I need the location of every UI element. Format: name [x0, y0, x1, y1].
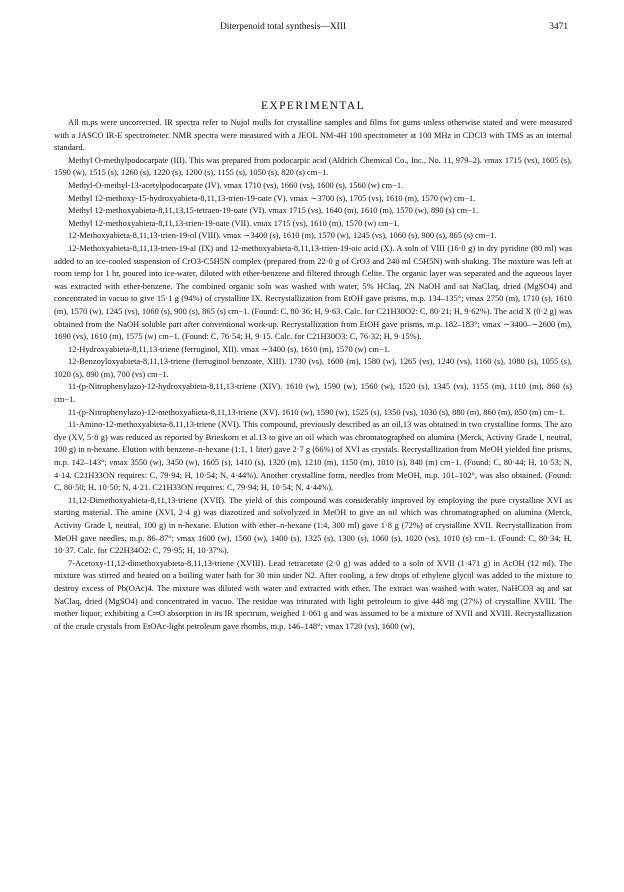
paragraph-compound-vi: Methyl 12-methoxyabieta-8,11,13,15-tetraen-19-oate (VI). νmax 1715 (vs), 1640 (m), 1610 (m), 1570 (w), 890 (s) cm−1. [68, 205, 479, 216]
section-heading: EXPERIMENTAL [260, 100, 366, 112]
paragraph-compound-xiv: 11-(p-Nitrophenylazo)-12-hydroxyabieta-8,11,13-triene (XIV). 1610 (w), 1590 (w), 1560 (w), 1520 (s), 1345 (vs), 1155 (m), 1110 (m), 860 (s) cm−1. [54, 381, 572, 405]
paragraph-compound-xv: 11-(p-Nitrophenylazo)-12-methoxyabieta-8,11,13-triene (XV). 1610 (w), 1590 (w), 1525 (s), 1350 (vs), 1030 (s), 880 (m), 860 (m), 850 (m) cm−1. [68, 406, 565, 417]
paragraph-compound-v: Methyl 12-methoxy-15-hydroxyabieta-8,11,13-trien-19-oate (V). νmax ∼3700 (s), 1705 (vs), 1610 (m), 1570 (w) cm−1. [68, 192, 476, 203]
paragraph-general-methods: All m.ps were uncorrected. IR spectra refer to Nujol mulls for crystalline samples and films for gums unless otherwise stated and were measured with a JASCO IR-E spectrometer. NMR spectra were measured with a JEOL NM-4H 100 spectrometer at 100 MHz in CDCl3 with TMS as an internal standard. [54, 117, 572, 153]
paragraph-compound-xviii: 7-Acetoxy-11,12-dimethoxyabieta-8,11,13-triene (XVIII). Lead tetracetate (2·0 g) was added to a soln of XVII (1·471 g) in AcOH (12 ml). The mixture was stirred and heated on a boiling water bath for 30 min under N2. After cooling, a few drops of ethylene glycol was added to the mixture to destroy excess of Pb(OAc)4. The mixture was diluted with water and extracted with ether. The extract was washed with water, NaHCO3 aq and sat NaClaq, dried (MgSO4) and concentrated in vacuo. The residue was triturated with light petroleum to give 448 mg (27%) of crystalline XVIII. The mother liquor, exhibiting a C═O absorption in its IR spectrum, weighed 1·061 g and was assumed to be a mixture of XVII and XVIII. Recrystallization of the crude crystals from EtOAc-light petroleum gave rhombs, m.p. 146–148°; νmax 1720 (vs), 1600 (w), [54, 557, 572, 631]
paragraph-compounds-ix-x: 12-Methoxyabieta-8,11,13-trien-19-al (IX) and 12-methoxyabieta-8,11,13-trien-19-oic acid (X). A soln of VIII (16·0 g) in dry pyridine (80 ml) was added to an ice-cooled suspension of CrO3-C5H5N complex (prepared from 22·0 g of CrO3 and 240 ml C5H5N) with shaking. The mixture was left at room temp for 1 hr, poured into ice-water, diluted with ether-benzene and filtered through Celite. The organic layer was separated and the aqueous layer was extracted with ether-benzene. The combined organic soln was washed with water, 5% HClaq, 2N NaOH and sat NaClaq, dried (MgSO4) and concentrated in vacuo to give 15·1 g (94%) of crystalline IX. Recrystallization from EtOH gave prisms, m.p. 134–135°; νmax 2750 (m), 1710 (s), 1610 (m), 1570 (w), 1245 (vs), 1060 (s), 900 (s), 865 (s) cm−1. (Found: C, 80·36; H, 9·63. Calc. for C21H30O2: C, 80·21; H, 9·62%). The acid X (0·2 g) was obtained from the NaOH soluble part after conventional work-up. Recrystallization from EtOH gave prisms, m.p. 182–183°; νmax ∼3400–∼2600 (m), 1690 (vs), 1610 (m), 1575 (w) cm−1. (Found: C, 76·54; H, 9·15. Calc. for C21H30O3: C, 76·32; H, 9·15%). [54, 242, 572, 342]
running-title: Diterpenoid total synthesis—XIII [220, 22, 347, 32]
paragraph-compound-viii: 12-Methoxyabieta-8,11,13-trien-19-ol (VIII). νmax ∼3400 (s), 1610 (m), 1570 (w), 1245 (vs), 1060 (s), 900 (s), 865 (s) cm−1. [68, 230, 497, 241]
paragraph-compound-iv: Methyl-O-methyl-13-acetylpodocarpate (IV). νmax 1710 (vs), 1660 (vs), 1600 (s), 1560 (w) cm−1. [68, 179, 404, 190]
paragraph-compound-xvii: 11,12-Dimethoxyabieta-8,11,13-triene (XVII). The yield of this compound was considerably improved by employing the pure crystalline XVI as starting material. The amine (XVI, 2·4 g) was diazotized and solvolyzed in MeOH to give an oil which was chromatographed on alumina (Merck, Activity Grade I, neutral, 100 g) in n-hexane. Elution with ether–n-hexane (1:4, 300 ml) gave 1·8 g (72%) of crystalline XVII. Recrystallization from MeOH gave needles, m.p. 86–87°; νmax 1600 (w), 1560 (w), 1400 (s), 1325 (s), 1300 (s), 1060 (s), 1020 (vs), 1010 (s) cm−1. (Found: C, 80·34; H, 10·37. Calc. for C22H34O2: C, 79·95; H, 10·37%). [54, 494, 572, 556]
paragraph-compound-xiii: 12-Benzoyloxyabieta-8,11,13-triene (ferruginol benzoate, XIII). 1730 (vs), 1600 (m), 1580 (w), 1265 (vs), 1240 (vs), 1160 (s), 1080 (s), 1055 (s), 1020 (s), 890 (m), 700 (vs) cm−1. [54, 356, 572, 379]
paragraph-compound-vii: Methyl 12-methoxyabieta-8,11,13-trien-19-oate (VII). νmax 1715 (vs), 1610 (m), 1570 (w) cm−1. [68, 217, 400, 228]
page-number: 3471 [549, 22, 568, 32]
paragraph-compound-iii: Methyl O-methylpodocarpate (III). This was prepared from podocarpic acid (Aldrich Chemical Co., Inc., No. 11, 979–2). νmax 1715 (vs), 1605 (s), 1590 (w), 1515 (s), 1260 (s), 1220 (s), 1200 (s), 1155 (s), 1050 (s), 820 (s) cm−1. [54, 154, 572, 178]
paragraph-compound-xii: 12-Hydroxyabieta-8,11,13-triene (ferruginol, XII). νmax ∼3400 (s), 1610 (m), 1570 (w) cm−1. [68, 343, 391, 354]
running-header [54, 22, 572, 36]
paragraph-compound-xvi: 11-Amino-12-methoxyabieta-8,11,13-triene (XVI). This compound, previously described as an oil,13 was obtained in two crystalline forms. The azo dye (XV, 5·8 g) was reduced as reported by Brieskorn et al.13 to give an oil which was chromatographed on alumina (Merck, Activity Grade I, neutral, 100 g) in n-hexane. Elution with benzene–n-hexane (1:1, 1 liter) gave 2·7 g (66%) of XVI as crystals. Recrystallization from MeOH yielded fine prisms, m.p. 142–143°; νmax 3550 (w), 3450 (w), 1605 (s), 1410 (s), 1320 (m), 1210 (m), 1150 (m), 1010 (s), 840 (m) cm−1. (Found: C, 80·44; H, 10·53; N, 4·14. C21H33ON requires: C, 79·94; H, 10·54; N, 4·44%). Another crystalline form, needles from MeOH, m.p. 101–102°, was also obtained. (Found: C, 80·50; H, 10·50; N, 4·21. C21H33ON requires: C, 79·94; H, 10·54; N, 4·44%). [54, 419, 572, 493]
experimental-body [54, 116, 572, 632]
